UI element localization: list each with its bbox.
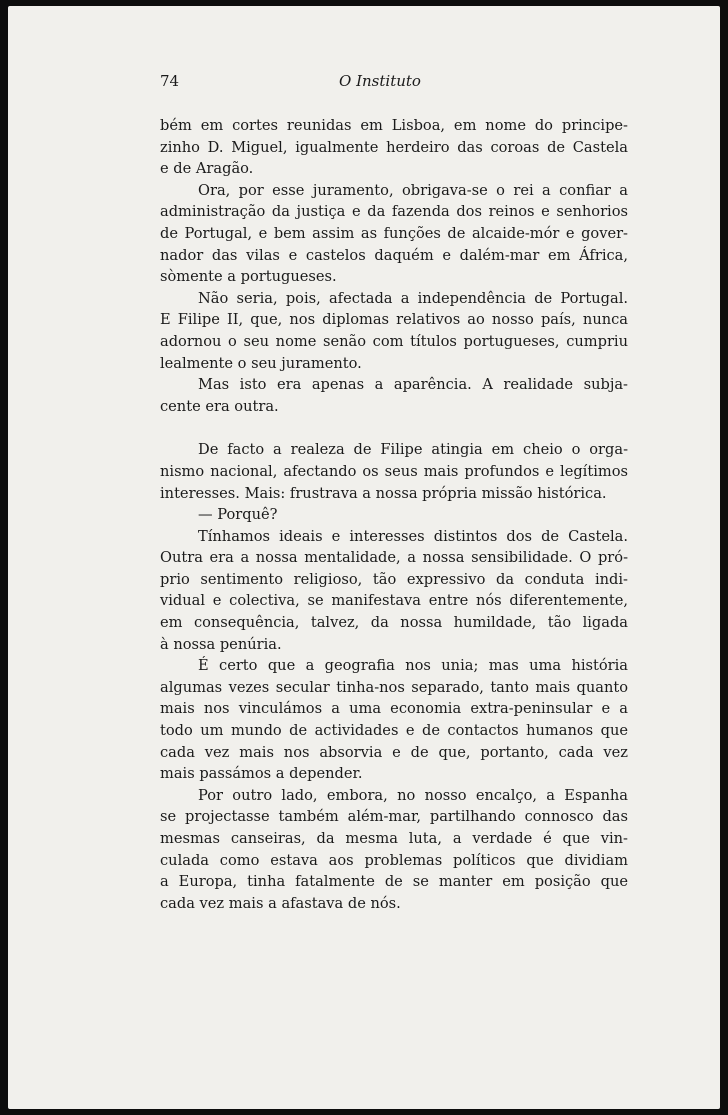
text-line: mais passámos a depender. [160,765,363,783]
running-title: O Instituto [339,72,421,90]
text-line: mais nos vinculámos a uma economia extra-peninsular e a [160,700,628,718]
text-line: à nossa penúria. [160,635,282,653]
paragraph [160,288,628,374]
page-header [160,72,600,100]
text-line: administração da justiça e da fazenda dos reinos e senhorios [160,203,628,221]
page-number: 74 [160,72,180,90]
text-line: Não seria, pois, afectada a independência de Portugal. [198,289,628,307]
text-line: de Portugal, e bem assim as funções de alcaide-mór e gover- [160,224,628,242]
text-line: lealmente o seu juramento. [160,354,362,372]
section-break [160,417,628,439]
text-line: em consequência, talvez, da nossa humildade, tão ligada [160,614,628,632]
text-line: todo um mundo de actividades e de contactos humanos que [160,722,628,740]
text-line: Mas isto era apenas a aparência. A realidade subja- [198,376,628,394]
text-line: cente era outra. [160,397,279,415]
paragraph [160,504,628,526]
paragraph [160,374,628,417]
text-line: nismo nacional, afectando os seus mais profundos e legítimos [160,462,628,480]
text-line: Tínhamos ideais e interesses distintos dos de Castela. [198,527,628,545]
text-line: prio sentimento religioso, tão expressivo da conduta indi- [160,570,628,588]
text-line: Por outro lado, embora, no nosso encalço, a Espanha [198,786,628,804]
text-line: adornou o seu nome senão com títulos portugueses, cumpriu [160,332,628,350]
text-line: algumas vezes secular tinha-nos separado, tanto mais quanto [160,678,628,696]
text-line: mesmas canseiras, da mesma luta, a verdade é que vin- [160,830,628,847]
text-line: Outra era a nossa mentalidade, a nossa sensibilidade. O pró- [160,549,628,567]
paragraph [160,439,628,504]
text-line: e de Aragão. [160,160,254,178]
text-line: interesses. Mais: frustrava a nossa própria missão histórica. [160,484,607,502]
paragraph [160,526,628,656]
text-line: a Europa, tinha fatalmente de se manter em posição que [160,873,628,891]
text-line: vidual e colectiva, se manifestava entre nós diferentemente, [160,592,628,610]
paragraph [160,785,628,915]
text-line: cada vez mais nos absorvia e de que, portanto, cada vez [160,743,628,761]
paragraph [160,115,628,180]
text-line: — Porquê? [198,506,278,524]
text-line: E Filipe II, que, nos diplomas relativos ao nosso país, nunca [160,311,628,329]
paragraph [160,180,628,288]
text-line: se projectasse também além-mar, partilhando connosco das [160,808,628,826]
text-line: sòmente a portugueses. [160,268,337,286]
text-line: É certo que a geografia nos unia; mas uma história [198,657,628,675]
body-text [160,115,628,914]
text-line: bém em cortes reunidas em Lisboa, em nome do principe- [160,117,628,134]
text-line: Ora, por esse juramento, obrigava-se o rei a confiar a [198,181,628,199]
book-page [8,6,720,1109]
text-line: De facto a realeza de Filipe atingia em cheio o orga- [198,441,628,459]
text-line: culada como estava aos problemas políticos que dividiam [160,851,628,869]
text-line: zinho D. Miguel, igualmente herdeiro das coroas de Castela [160,138,628,156]
text-line: nador das vilas e castelos daquém e dalém-mar em África, [160,246,628,264]
paragraph [160,655,628,785]
text-line: cada vez mais a afastava de nós. [160,894,401,912]
